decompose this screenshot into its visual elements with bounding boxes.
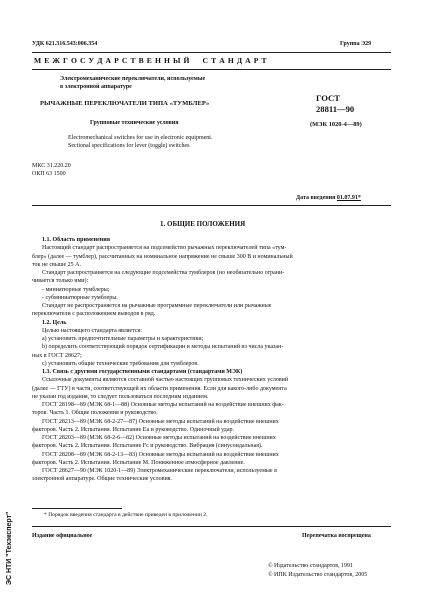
paragraph-line: блер» (далее — тумблер), рассчитанных на номинальное напряжение не свыше 300 В и номинальный [32,253,293,260]
reprint-prohibited: Перепечатка воспрещена [302,533,371,539]
reference-line: ГОСТ 28627—90 (МЭК 1020-1—89) Электромеханические переключатели, используемые в [42,468,277,474]
date-of-introduction [296,194,361,202]
copyright-1991: © Издательство стандартов, 1991 [268,563,354,569]
title-line-1: Электромеханические переключатели, используемые [60,76,206,82]
paragraph-line: не указан год издания, то следует пользоваться последним изданием. [32,393,209,400]
reference-line: факторов. Часть 2. Испытания. Испытание Ea и руководство. Одиночный удар. [32,426,235,433]
paragraph-line: Стандарт распространяется на следующие подсемейства тумблеров (но необязательно ограни- [42,270,285,276]
title-subtitle: Групповые технические условия [90,120,179,126]
reference-line: факторов. Часть 2. Испытания. Испытание Fc и руководство. Вибрация (синусоидальная). [32,443,263,450]
list-item: ных в ГОСТ 28627; [32,352,82,359]
heading-1-1: 1.1. Область применения [42,237,110,243]
title-main: РЫЧАЖНЫЕ ПЕРЕКЛЮЧАТЕЛИ ТИПА «ТУМБЛЕР» [40,100,210,107]
side-watermark: ЭС НТИ "Техэксперт" [6,511,13,585]
reference-line: ГОСТ 28213—89 (МЭК 68-2-27—87) Основные методы испытаний на воздействие внешних [42,418,279,425]
gost-number: 28811—90 [316,104,355,114]
gost-label: ГОСТ [316,93,340,103]
date-value: 01.07.91* [336,195,361,201]
title-english-1: Electromechanical switches for use in electronic equipment. [68,135,213,141]
footer-rule [32,526,391,527]
paragraph-line: Целью настоящего стандарта является: [42,327,142,334]
mks-code: МКС 31.220.20 [32,163,71,169]
list-item: а) установить предпочтительные параметры и характеристики; [42,336,204,342]
paragraph-line: переключатели с расположением выводов в ряд. [32,311,156,318]
body-text [32,236,391,484]
section-title: 1. ОБЩИЕ ПОЛОЖЕНИЯ [160,220,246,228]
group-code: Группа Э29 [340,41,372,47]
heading-1-3: 1.3. Связь с другими государственными стандартами (стандартами МЭК) [42,369,243,375]
reference-line: торов. Часть 1. Общие положения и руководство. [32,410,158,417]
title-line-2: в электронной аппаратуре [60,84,132,90]
list-item: - миниатюрные тумблеры; [42,286,110,293]
date-label: Дата введения [296,195,337,201]
banner-rule [32,69,391,70]
iec-reference: (МЭК 1020-4—89) [310,121,362,128]
list-item: b) определить соответствующий порядок сертификации и методы испытаний из числа указан- [42,344,284,351]
heading-1-2: 1.2. Цель [42,319,67,326]
copyright-2005: © ИПК Издательство стандартов, 2005 [268,572,368,578]
okp-code: ОКП 63 1500 [32,171,66,177]
official-edition: Издание официальное [32,533,93,539]
paragraph-line: ток не свыше 25 А. [32,261,81,268]
reference-line: электронной аппаратуре. Общие технические условия. [32,476,172,483]
reference-line: ГОСТ 28198—89 (МЭК 68-1—88) Основные методы испытаний на воздействие внешних фак- [42,402,284,408]
reference-line: факторов. Часть 2. Испытания. Испытание М. Пониженное атмосферное давление. [32,459,245,466]
reference-line: ГОСТ 28208—89 (МЭК 68-2-13—83) Основные методы испытаний на воздействие внешних [42,451,279,458]
standard-banner: М Е Ж Г О С У Д А Р С Т В Е Н Н Ы Й С Т А Н Д А Р Т [34,56,268,65]
paragraph-line: Настоящий стандарт распространяется на подсемейство рычажных переключателей типа «тум- [42,245,287,252]
paragraph-line: (далее — ГТУ) в части, соответствующей их области применения. Если для какого-либо документа [32,385,287,392]
list-item: c) установить общие технические требования для тумблеров. [42,360,199,367]
udk-code: УДК 621.316.543:006.354 [32,41,98,47]
list-item: - субминиатюрные тумблеры. [42,294,118,301]
date-rule [32,205,391,206]
footnote: * Порядок введения стандарта в действие приведен в приложении 2. [44,512,208,518]
footnote-rule [32,508,122,509]
paragraph-line: Стандарт не распространяется на рычажные программные переключатели или рычажные [42,303,272,309]
reference-line: ГОСТ 28203—89 (МЭК 68-2-6—82) Основные методы испытаний на воздействие внешних [42,435,276,441]
title-english-2: Sectional specifications for lever (toggle) switches [68,143,190,149]
top-rule [32,52,391,53]
paragraph-line: чивается только ими): [32,278,89,285]
paragraph-line: Ссылочные документы являются составной частью настоящих групповых технических условий [42,377,289,384]
